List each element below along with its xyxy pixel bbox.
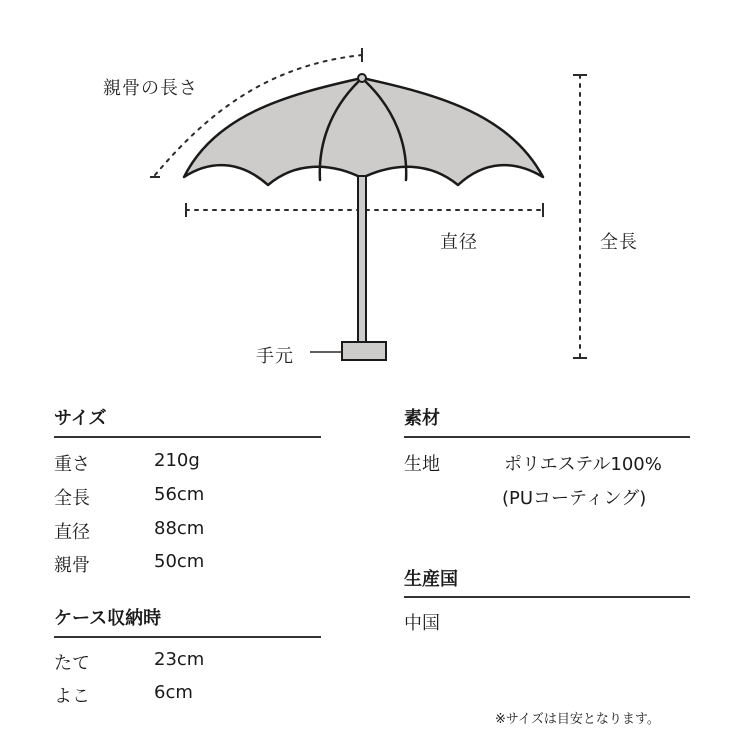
umbrella-canopy [184, 78, 543, 185]
size-section-title: サイズ [54, 408, 107, 429]
origin-section-title: 生産国 [404, 569, 458, 590]
spec-key-rib: 親骨 [54, 555, 90, 576]
spec-value-rib: 50cm [154, 551, 205, 572]
origin-value: 中国 [404, 613, 440, 634]
size-section-divider [54, 436, 321, 438]
origin-section-divider [404, 596, 690, 598]
material-section-divider [404, 436, 690, 438]
size-disclaimer-note: ※サイズは目安となります。 [495, 712, 660, 727]
umbrella-tip [358, 74, 366, 82]
spec-key-total-length: 全長 [54, 488, 90, 509]
umbrella-handle [342, 342, 386, 360]
spec-key-weight: 重さ [54, 454, 90, 475]
rib-length-label: 親骨の長さ [103, 78, 198, 99]
case-section-divider [54, 636, 321, 638]
case-section-title: ケース収納時 [54, 608, 162, 629]
total-length-label: 全長 [600, 232, 638, 253]
handle-label: 手元 [256, 346, 294, 367]
spec-value-fabric-coating: (PUコーティング) [502, 488, 647, 509]
spec-key-diameter: 直径 [54, 522, 90, 543]
spec-value-diameter: 88cm [154, 518, 205, 539]
umbrella-shaft [358, 176, 366, 342]
spec-key-case-width: よこ [54, 686, 90, 707]
spec-key-fabric: 生地 [404, 454, 440, 475]
diameter-label: 直径 [440, 232, 478, 253]
spec-value-weight: 210g [154, 450, 200, 471]
spec-key-case-height: たて [54, 653, 90, 674]
spec-value-fabric: ポリエステル100% [504, 454, 662, 475]
material-section-title: 素材 [404, 408, 440, 429]
spec-value-total-length: 56cm [154, 484, 205, 505]
spec-value-case-width: 6cm [154, 682, 193, 703]
spec-value-case-height: 23cm [154, 649, 205, 670]
